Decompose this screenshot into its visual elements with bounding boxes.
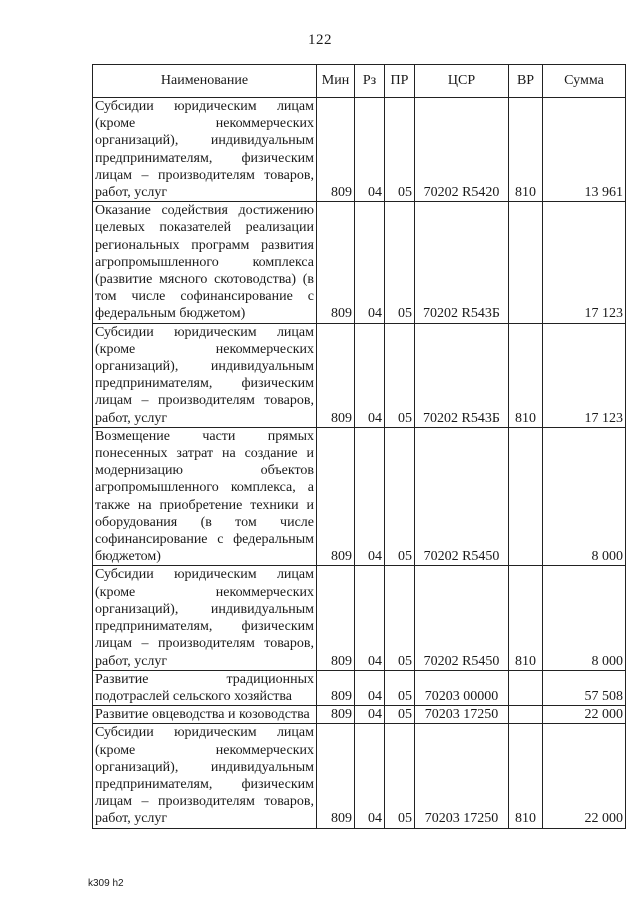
header-min: Мин — [317, 65, 355, 98]
row-csr: 70202 R543Б — [415, 323, 509, 427]
row-sum: 17 123 — [543, 323, 626, 427]
row-csr: 70202 R5450 — [415, 427, 509, 566]
row-name: Оказание содействия достижению целевых показателей реализации региональных программ развития агропромышленного комплекса (развитие мясного скотоводства) (в том числе софинансирование с федеральным бюджетом) — [93, 202, 317, 323]
row-min: 809 — [317, 427, 355, 566]
row-vr: 810 — [509, 323, 543, 427]
row-vr — [509, 670, 543, 705]
row-rz: 04 — [355, 427, 385, 566]
row-rz: 04 — [355, 670, 385, 705]
table-header — [93, 65, 626, 98]
row-pr: 05 — [385, 323, 415, 427]
row-rz: 04 — [355, 98, 385, 202]
header-rz: Рз — [355, 65, 385, 98]
row-sum: 13 961 — [543, 98, 626, 202]
table-row — [93, 670, 626, 705]
row-pr: 05 — [385, 706, 415, 724]
header-row — [93, 65, 626, 98]
row-sum: 57 508 — [543, 670, 626, 705]
row-sum: 22 000 — [543, 724, 626, 828]
row-name: Субсидии юридическим лицам (кроме некоммерческих организаций), индивидуальным предпринимателям, физическим лицам – производителям товаров, работ, услуг — [93, 98, 317, 202]
row-rz: 04 — [355, 323, 385, 427]
row-pr: 05 — [385, 724, 415, 828]
row-csr: 70203 17250 — [415, 724, 509, 828]
table-row — [93, 427, 626, 566]
row-min: 809 — [317, 724, 355, 828]
table-row — [93, 202, 626, 323]
row-vr — [509, 202, 543, 323]
table-row — [93, 724, 626, 828]
row-rz: 04 — [355, 724, 385, 828]
row-vr: 810 — [509, 98, 543, 202]
row-min: 809 — [317, 202, 355, 323]
row-csr: 70203 00000 — [415, 670, 509, 705]
table-row — [93, 98, 626, 202]
row-name: Субсидии юридическим лицам (кроме некоммерческих организаций), индивидуальным предпринимателям, физическим лицам – производителям товаров, работ, услуг — [93, 724, 317, 828]
row-sum: 8 000 — [543, 566, 626, 670]
row-min: 809 — [317, 706, 355, 724]
row-pr: 05 — [385, 98, 415, 202]
table-row — [93, 566, 626, 670]
row-name: Субсидии юридическим лицам (кроме некоммерческих организаций), индивидуальным предпринимателям, физическим лицам – производителям товаров, работ, услуг — [93, 323, 317, 427]
row-csr: 70202 R5450 — [415, 566, 509, 670]
header-name: Наименование — [93, 65, 317, 98]
row-min: 809 — [317, 670, 355, 705]
header-pr: ПР — [385, 65, 415, 98]
row-vr: 810 — [509, 566, 543, 670]
row-csr: 70202 R5420 — [415, 98, 509, 202]
row-pr: 05 — [385, 670, 415, 705]
row-rz: 04 — [355, 202, 385, 323]
row-name: Развитие традиционных подотраслей сельского хозяйства — [93, 670, 317, 705]
row-vr: 810 — [509, 724, 543, 828]
row-sum: 8 000 — [543, 427, 626, 566]
row-min: 809 — [317, 98, 355, 202]
row-min: 809 — [317, 323, 355, 427]
row-name: Развитие овцеводства и козоводства — [93, 706, 317, 724]
page-number: 122 — [308, 32, 332, 48]
table-body — [93, 98, 626, 829]
row-rz: 04 — [355, 706, 385, 724]
row-rz: 04 — [355, 566, 385, 670]
row-vr — [509, 427, 543, 566]
row-csr: 70203 17250 — [415, 706, 509, 724]
header-csr: ЦСР — [415, 65, 509, 98]
header-vr: ВР — [509, 65, 543, 98]
table-row — [93, 323, 626, 427]
table-row — [93, 706, 626, 724]
footer-code: k309 h2 — [88, 878, 124, 889]
row-vr — [509, 706, 543, 724]
row-name: Возмещение части прямых понесенных затрат на создание и модернизацию объектов агропромышленного комплекса, а также на приобретение техники и оборудования (в том числе софинансирование с федеральным бюджетом) — [93, 427, 317, 566]
budget-table — [92, 64, 626, 829]
header-sum: Сумма — [543, 65, 626, 98]
row-sum: 17 123 — [543, 202, 626, 323]
row-min: 809 — [317, 566, 355, 670]
row-csr: 70202 R543Б — [415, 202, 509, 323]
row-sum: 22 000 — [543, 706, 626, 724]
row-pr: 05 — [385, 427, 415, 566]
row-pr: 05 — [385, 566, 415, 670]
row-name: Субсидии юридическим лицам (кроме некоммерческих организаций), индивидуальным предпринимателям, физическим лицам – производителям товаров, работ, услуг — [93, 566, 317, 670]
row-pr: 05 — [385, 202, 415, 323]
